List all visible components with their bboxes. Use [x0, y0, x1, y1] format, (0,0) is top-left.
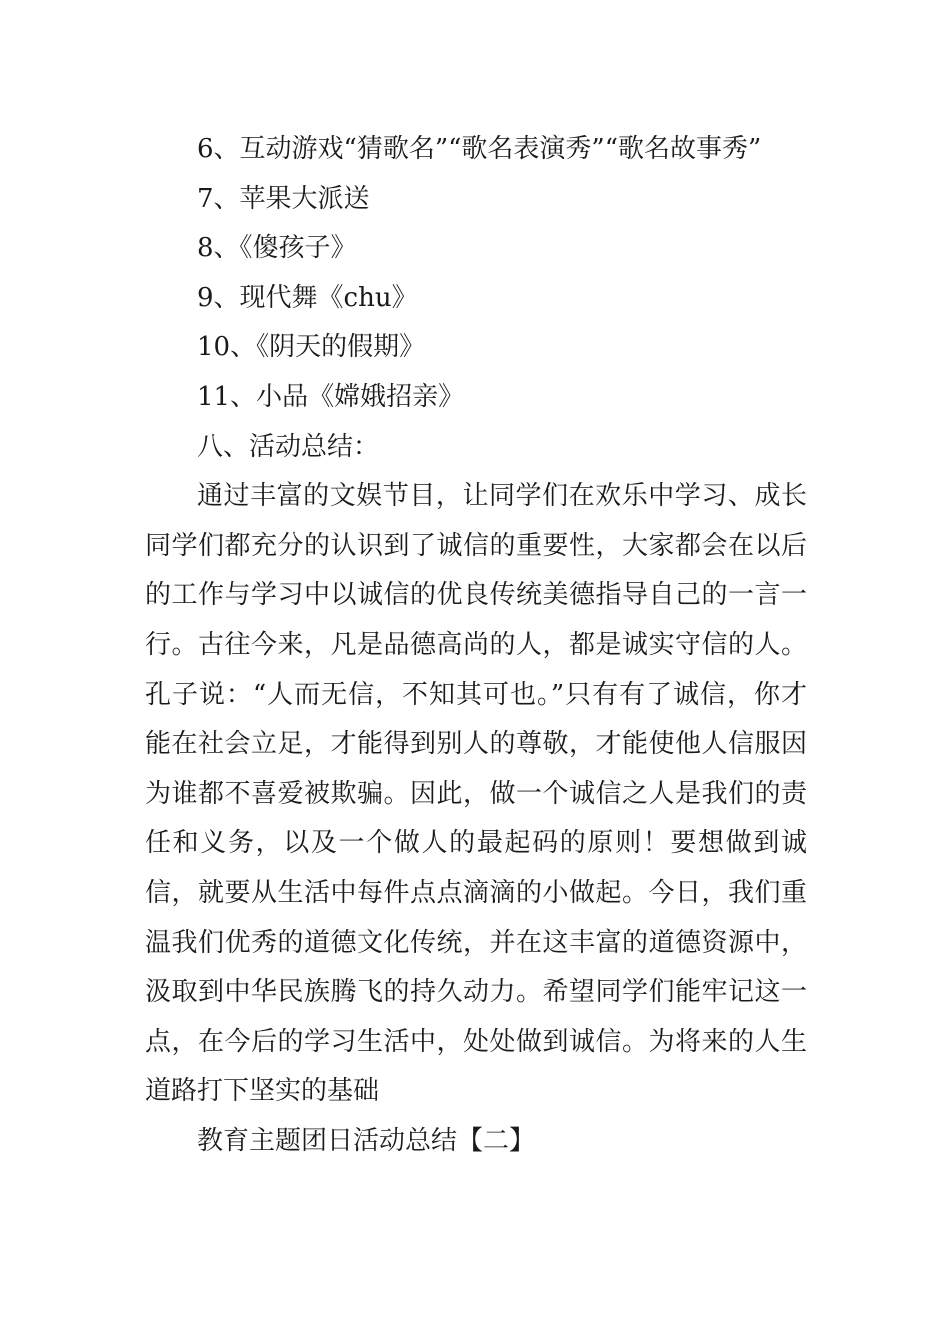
- next-section-title: 教育主题团日活动总结【二】: [197, 1125, 536, 1156]
- document-body: [145, 125, 807, 1166]
- program-item-11: 11、小品《嫦娥招亲》: [197, 381, 465, 412]
- summary-paragraph: 通过丰富的文娱节目，让同学们在欢乐中学习、成长同学们都充分的认识到了诚信的重要性，大家都会在以后的工作与学习中以诚信的优良传统美德指导自己的一言一行。古往今来，凡是品德高尚的人，都是诚实守信的人。孔子说：“人而无信，不知其可也。”只有有了诚信，你才能在社会立足，才能得到别人的尊敬，才能使他人信服因为谁都不喜爱被欺骗。因此，做一个诚信之人是我们的责任和义务，以及一个做人的最起码的原则！要想做到诚信，就要从生活中每件点点滴滴的小做起。今日，我们重温我们优秀的道德文化传统，并在这丰富的道德资源中，汲取到中华民族腾飞的持久动力。希望同学们能牢记这一点，在今后的学习生活中，处处做到诚信。为将来的人生道路打下坚实的基础: [145, 481, 807, 1107]
- section-heading: 八、活动总结：: [197, 431, 380, 462]
- program-item-8: 8、《傻孩子》: [197, 233, 357, 264]
- program-item-6: 6、互动游戏“猜歌名”“歌名表演秀”“歌名故事秀”: [197, 134, 762, 164]
- program-item-10: 10、《阴天的假期》: [197, 332, 426, 363]
- program-item-9: 9、现代舞《chu》: [197, 282, 418, 313]
- program-item-7: 7、苹果大派送: [197, 183, 370, 214]
